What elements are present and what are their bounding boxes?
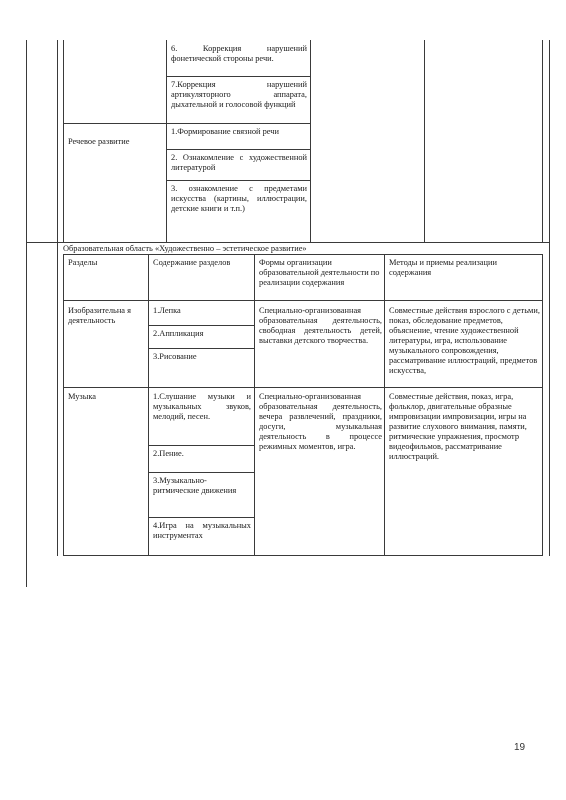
table2-sub-divider xyxy=(148,325,254,326)
table1-row-divider xyxy=(166,180,310,181)
page-border-inner xyxy=(57,242,58,556)
table2-sub-divider xyxy=(148,348,254,349)
table1-col-divider xyxy=(542,40,543,242)
content-item: 2.Пение. xyxy=(153,449,184,458)
table1-border-right xyxy=(549,40,550,242)
page-border-right xyxy=(549,242,550,556)
speech-content-6: 6. Коррекция нарушений фонетической стороны речи. xyxy=(171,44,307,63)
header-content: Содержание разделов xyxy=(153,258,231,267)
section-visual-activity: Изобразительна я деятельность xyxy=(68,306,131,325)
page-number: 19 xyxy=(514,742,526,753)
content-item: 1.Лепка xyxy=(153,306,181,315)
table2-sub-divider xyxy=(148,517,254,518)
page-border-left xyxy=(26,242,27,587)
speech-content-3: 3. ознакомление с предметами искусства (картины, иллюстрации, детские книги и т.п.) xyxy=(171,184,307,213)
section-music: Музыка xyxy=(68,392,97,401)
methods-music: Совместные действия, показ, игра, фольклор, двигательные образные импровизации импровизации, игры на развитие слухового внимания, памяти, ритмические упражнения, просмотр видеофильмов, рассматривание иллюстраций. xyxy=(389,392,527,461)
speech-content-2: 2. Ознакомление с художественной литературой xyxy=(171,153,307,172)
area-heading: Образовательная область «Художественно – эстетическое развитие» xyxy=(63,244,307,253)
table2-sub-divider xyxy=(148,472,254,473)
table2-row-divider xyxy=(63,387,543,388)
header-sections: Разделы xyxy=(68,258,98,267)
speech-content-1: 1.Формирование связной речи xyxy=(171,127,279,136)
content-item: 2.Аппликация xyxy=(153,329,204,338)
table1-row-divider xyxy=(166,149,310,150)
table1-border-left xyxy=(26,40,27,242)
speech-content-7: 7.Коррекция нарушений артикуляторного аппарата, дыхательной и голосовой функций xyxy=(171,80,307,109)
table2-header-divider xyxy=(63,300,543,301)
table2-sub-divider xyxy=(148,445,254,446)
table1-col-divider xyxy=(424,40,425,242)
content-item: 3.Музыкально-ритмические движения xyxy=(153,476,237,495)
header-forms: Формы организации образовательной деятельности по реализации содержания xyxy=(259,258,380,287)
content-item: 1.Слушание музыки и музыкальных звуков, мелодий, песен. xyxy=(153,392,251,421)
methods-visual-activity: Совместные действия взрослого с детьми, показ, обследование предметов, объяснение, чтение художественной литературы, игра, использование музыкального сопровождения, рассматривание иллюстраций, предметов искусства, xyxy=(389,306,540,375)
table1-row-divider xyxy=(166,76,310,77)
table1-col-divider xyxy=(166,40,167,242)
forms-music: Специально-организованная образовательная деятельность, вечера развлечений, праздники, досуги, музыкальная деятельность в процессе режимных моментов, игра. xyxy=(259,392,382,451)
table1-col-divider xyxy=(57,40,58,242)
table2-border-top xyxy=(63,254,543,255)
speech-section-label: Речевое развитие xyxy=(68,137,130,146)
table1-row-divider xyxy=(63,123,310,124)
table2-border-bottom xyxy=(63,555,543,556)
table1-border-bottom xyxy=(26,242,550,243)
table1-col-divider xyxy=(310,40,311,242)
content-item: 4.Игра на музыкальных инструментах xyxy=(153,521,251,540)
forms-visual-activity: Специально-организованная образовательная деятельность, свободная деятельность детей, выставки детского творчества. xyxy=(259,306,382,345)
header-methods: Методы и приемы реализации содержания xyxy=(389,258,497,277)
table1-col-divider xyxy=(63,40,64,242)
content-item: 3.Рисование xyxy=(153,352,197,361)
